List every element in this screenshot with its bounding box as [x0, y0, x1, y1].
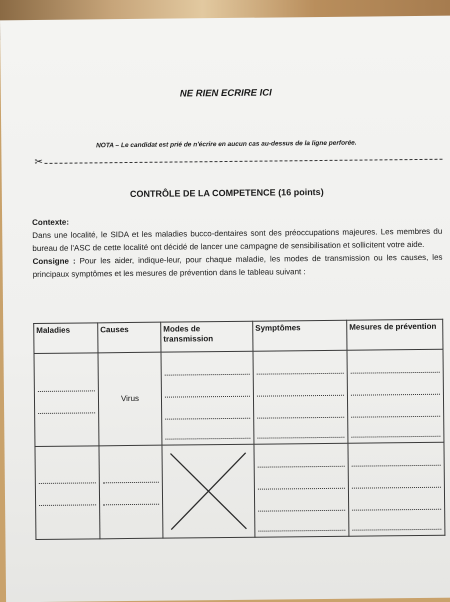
section-title: CONTRÔLE DE LA COMPETENCE (16 points)	[129, 186, 324, 200]
consigne-label: Consigne :	[32, 256, 76, 267]
table-row	[35, 442, 445, 539]
scissors-icon: ✂	[34, 156, 43, 169]
consigne-paragraph	[32, 251, 442, 281]
answer-cell-causes-2[interactable]	[99, 446, 162, 539]
crossed-out-cell	[162, 445, 254, 538]
answer-cell-mesures-2[interactable]	[348, 443, 444, 536]
header-symptomes: Symptômes	[253, 320, 347, 351]
cause-cell-1	[99, 353, 162, 446]
table-header-row	[34, 319, 443, 353]
instructions-block	[32, 212, 443, 281]
cross-mark-icon	[162, 445, 254, 538]
header-modes: Modes de transmission	[161, 321, 253, 352]
nota-instruction: NOTA – Le candidat est prié de n'écrire en aucun cas au-dessus de la ligne perforée.	[96, 139, 357, 150]
table-row	[34, 349, 444, 446]
do-not-write-heading: NE RIEN ECRIRE ICI	[179, 87, 272, 100]
answer-cell-symptomes-2[interactable]	[254, 444, 348, 537]
answer-cell-modes-1[interactable]	[162, 352, 254, 445]
perforated-line	[34, 154, 442, 168]
consigne-text: Pour les aider, indique-leur, pour chaque maladie, les modes de transmission ou les causes, les principaux symptômes et les mesures de prévention dans le tableau suivant :	[32, 252, 443, 280]
dashed-line	[45, 158, 443, 163]
answer-table	[33, 319, 445, 540]
context-label: Contexte:	[32, 217, 70, 228]
header-mesures: Mesures de prévention	[347, 319, 443, 350]
answer-cell-symptomes-1[interactable]	[253, 351, 347, 444]
header-maladies: Maladies	[34, 323, 98, 354]
answer-cell-maladie-2[interactable]	[35, 446, 99, 539]
context-text: Dans une localité, le SIDA et les maladies bucco-dentaires sont des préoccupations majeures. Les membres du bureau de l'ASC de cette localité ont décidé de lancer une campagne de sensibilisation et sollicitent votre aide.	[32, 226, 443, 254]
exam-sheet	[0, 16, 450, 602]
cause-virus: Virus	[120, 393, 140, 404]
header-causes: Causes	[98, 322, 161, 353]
answer-cell-mesures-1[interactable]	[347, 350, 443, 443]
answer-cell-maladie-1[interactable]	[35, 353, 99, 446]
